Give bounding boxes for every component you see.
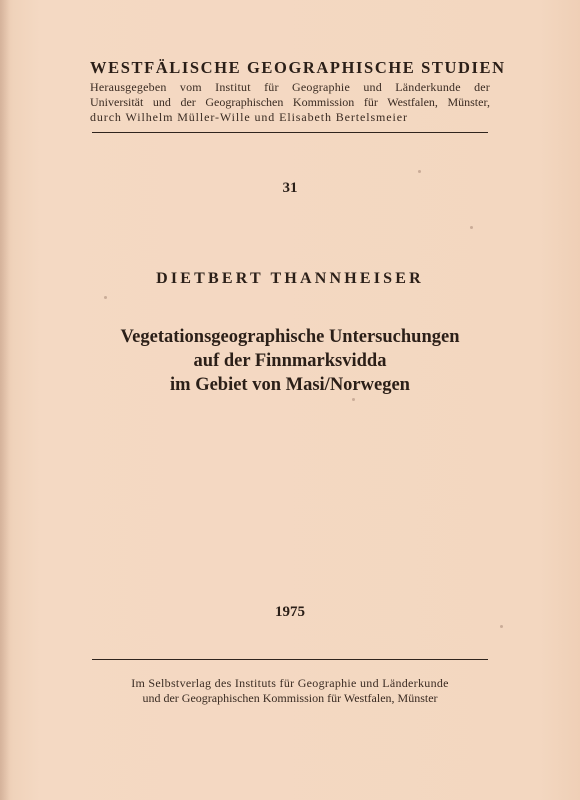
publisher-line: Herausgegeben vom Institut für Geographie und Länderkunde der (90, 80, 490, 94)
paper-speck (470, 226, 473, 229)
publication-year: 1975 (275, 604, 305, 620)
paper-speck (352, 398, 355, 401)
publisher-line: Universität und der Geographischen Kommission für Westfalen, Münster, (90, 95, 490, 109)
book-title-line: auf der Finnmarksvidda (193, 351, 387, 371)
book-title-line: Vegetationsgeographische Untersuchungen (120, 327, 460, 347)
book-title-line: im Gebiet von Masi/Norwegen (170, 375, 410, 395)
imprint-line: Im Selbstverlag des Instituts für Geographie und Länderkunde (131, 676, 449, 690)
top-divider (92, 132, 488, 133)
publisher-line: durch Wilhelm Müller-Wille und Elisabeth Bertelsmeier (90, 110, 408, 124)
series-title: WESTFÄLISCHE GEOGRAPHISCHE STUDIEN (90, 58, 506, 77)
author-name: DIETBERT THANNHEISER (156, 270, 424, 287)
bottom-divider (92, 659, 488, 660)
paper-speck (418, 170, 421, 173)
paper-speck (500, 625, 503, 628)
volume-number: 31 (282, 180, 298, 196)
imprint-line: und der Geographischen Kommission für Westfalen, Münster (142, 691, 438, 705)
spine-shadow (0, 0, 10, 800)
paper-speck (104, 296, 107, 299)
